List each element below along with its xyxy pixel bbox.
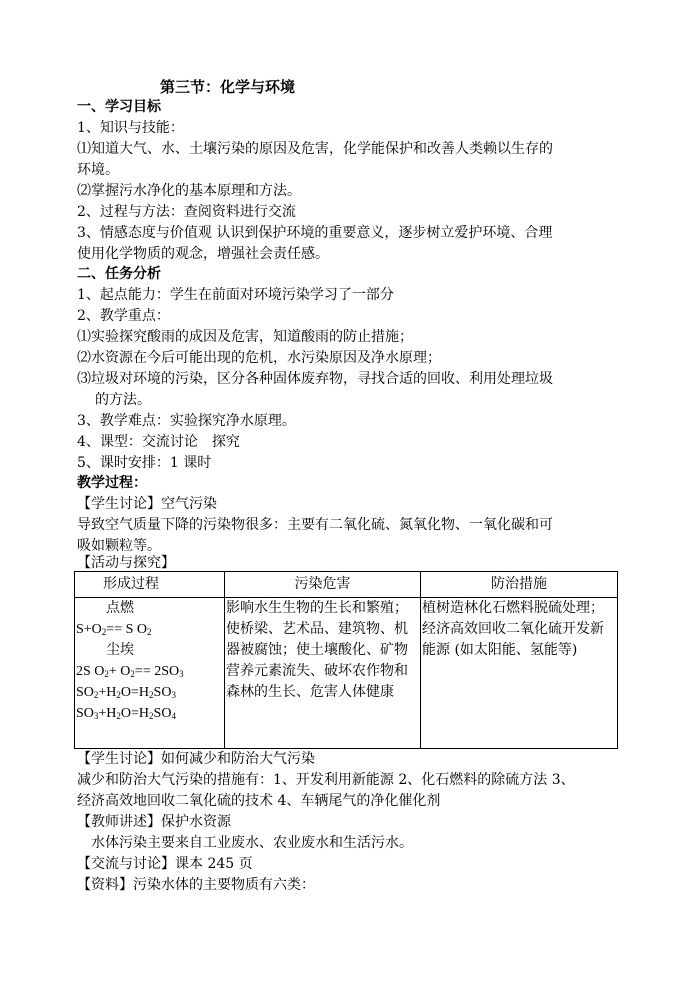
- table-row: [75, 598, 618, 749]
- discussion-tag-line: [77, 494, 622, 515]
- column-header-prevention: 防治措施: [421, 572, 618, 598]
- task-line: ⑴实验探究酸雨的成因及危害，知道酸雨的防止措施；: [77, 329, 413, 345]
- reaction-condition: 点燃: [106, 600, 134, 616]
- bracket-tag: 【活动与探究】: [77, 555, 175, 571]
- bracket-tag: 【学生讨论】: [77, 751, 161, 767]
- teaching-process-heading: 教学过程：: [77, 475, 147, 491]
- body-line: 吸如颗粒等。: [77, 538, 161, 554]
- chemical-equation: $SO_2+H_2O=H_2SO_3$: [76, 685, 176, 700]
- bracket-tag: 【交流与讨论】: [77, 856, 175, 872]
- task-line: ⑶垃圾对环境的污染，区分各种固体废弃物，寻找合适的回收、利用处理垃圾: [77, 371, 553, 387]
- objective-line: 3、情感态度与价值观 认识到保护环境的重要意义，逐步树立爱护环境、合理: [77, 225, 553, 241]
- task-line: 5、课时安排：1 课时: [77, 455, 212, 471]
- material-tag-line: [77, 875, 622, 896]
- body-line: 水体污染主要来自工业废水、农业废水和生活污水。: [77, 835, 413, 851]
- task-line: 2、教学重点：: [77, 308, 170, 324]
- tag-topic: 污染水体的主要物质有六类：: [133, 877, 315, 893]
- exchange-tag-line: [77, 854, 622, 875]
- body-line: 经济高效地回收二氧化硫的技术 4、车辆尾气的净化催化剂: [77, 793, 441, 809]
- reaction-condition: 尘埃: [106, 642, 134, 658]
- objective-line: 2、过程与方法：查阅资料进行交流: [77, 204, 296, 220]
- task-line: 3、教学难点：实验探究净水原理。: [77, 413, 296, 429]
- objective-line: 1、知识与技能：: [77, 120, 184, 136]
- bracket-tag: 【教师讲述】: [77, 814, 161, 830]
- table-header-row: [75, 572, 618, 598]
- task-line: ⑵水资源在今后可能出现的危机，水污染原因及净水原理；: [77, 350, 441, 366]
- section-heading-task-analysis: 二、任务分析: [77, 266, 161, 282]
- objective-line: 使用化学物质的观念，增强社会责任感。: [77, 246, 329, 262]
- tag-topic: 保护水资源: [161, 814, 231, 830]
- formation-cell: [75, 598, 225, 749]
- objective-line: ⑴知道大气、水、土壤污染的原因及危害，化学能保护和改善人类赖以生存的: [77, 141, 553, 157]
- chemical-equation: $S+O_2== S$ $O_2$: [76, 622, 152, 637]
- chemical-equation: 2S $O_2+ O_2== 2SO_3$: [76, 664, 184, 679]
- column-header-formation: 形成过程: [75, 572, 225, 598]
- bracket-tag: 【学生讨论】: [77, 496, 161, 512]
- tag-topic: 课本 245 页: [175, 856, 253, 872]
- bracket-tag: 【资料】: [77, 877, 133, 893]
- chemical-equation: $SO_3+H_2O=H_2SO_4$: [76, 706, 176, 721]
- body-line: 减少和防治大气污染的措施有：1、开发利用新能源 2、化石燃料的除硫方法 3、: [77, 772, 575, 788]
- tag-topic: 空气污染: [161, 496, 217, 512]
- section-heading-objectives: 一、学习目标: [77, 99, 161, 115]
- prevention-cell: 植树造林化石燃料脱硫处理；经济高效回收二氧化硫开发新能源 (如太阳能、氢能等): [421, 598, 618, 749]
- tag-topic: 如何减少和防治大气污染: [161, 751, 315, 767]
- acid-rain-table: [74, 571, 618, 749]
- harm-cell: 影响水生生物的生长和繁殖；使桥梁、艺术品、建筑物、机器被腐蚀；使土壤酸化、矿物营养元素流失、破坏农作物和森林的生长、危害人体健康: [225, 598, 421, 749]
- body-line: 导致空气质量下降的污染物很多：主要有二氧化硫、氮氧化物、一氧化碳和可: [77, 517, 553, 533]
- teacher-tag-line: [77, 812, 622, 833]
- task-line: 的方法。: [95, 392, 151, 408]
- column-header-harm: 污染危害: [225, 572, 421, 598]
- objective-line: ⑵掌握污水净化的基本原理和方法。: [77, 183, 301, 199]
- page-title: 第三节：化学与环境: [160, 78, 296, 96]
- task-line: 4、课型：交流讨论 探究: [77, 434, 240, 450]
- discussion-tag-line: [77, 749, 622, 770]
- task-line: 1、起点能力：学生在前面对环境污染学习了一部分: [77, 287, 394, 303]
- objective-line: 环境。: [77, 162, 119, 178]
